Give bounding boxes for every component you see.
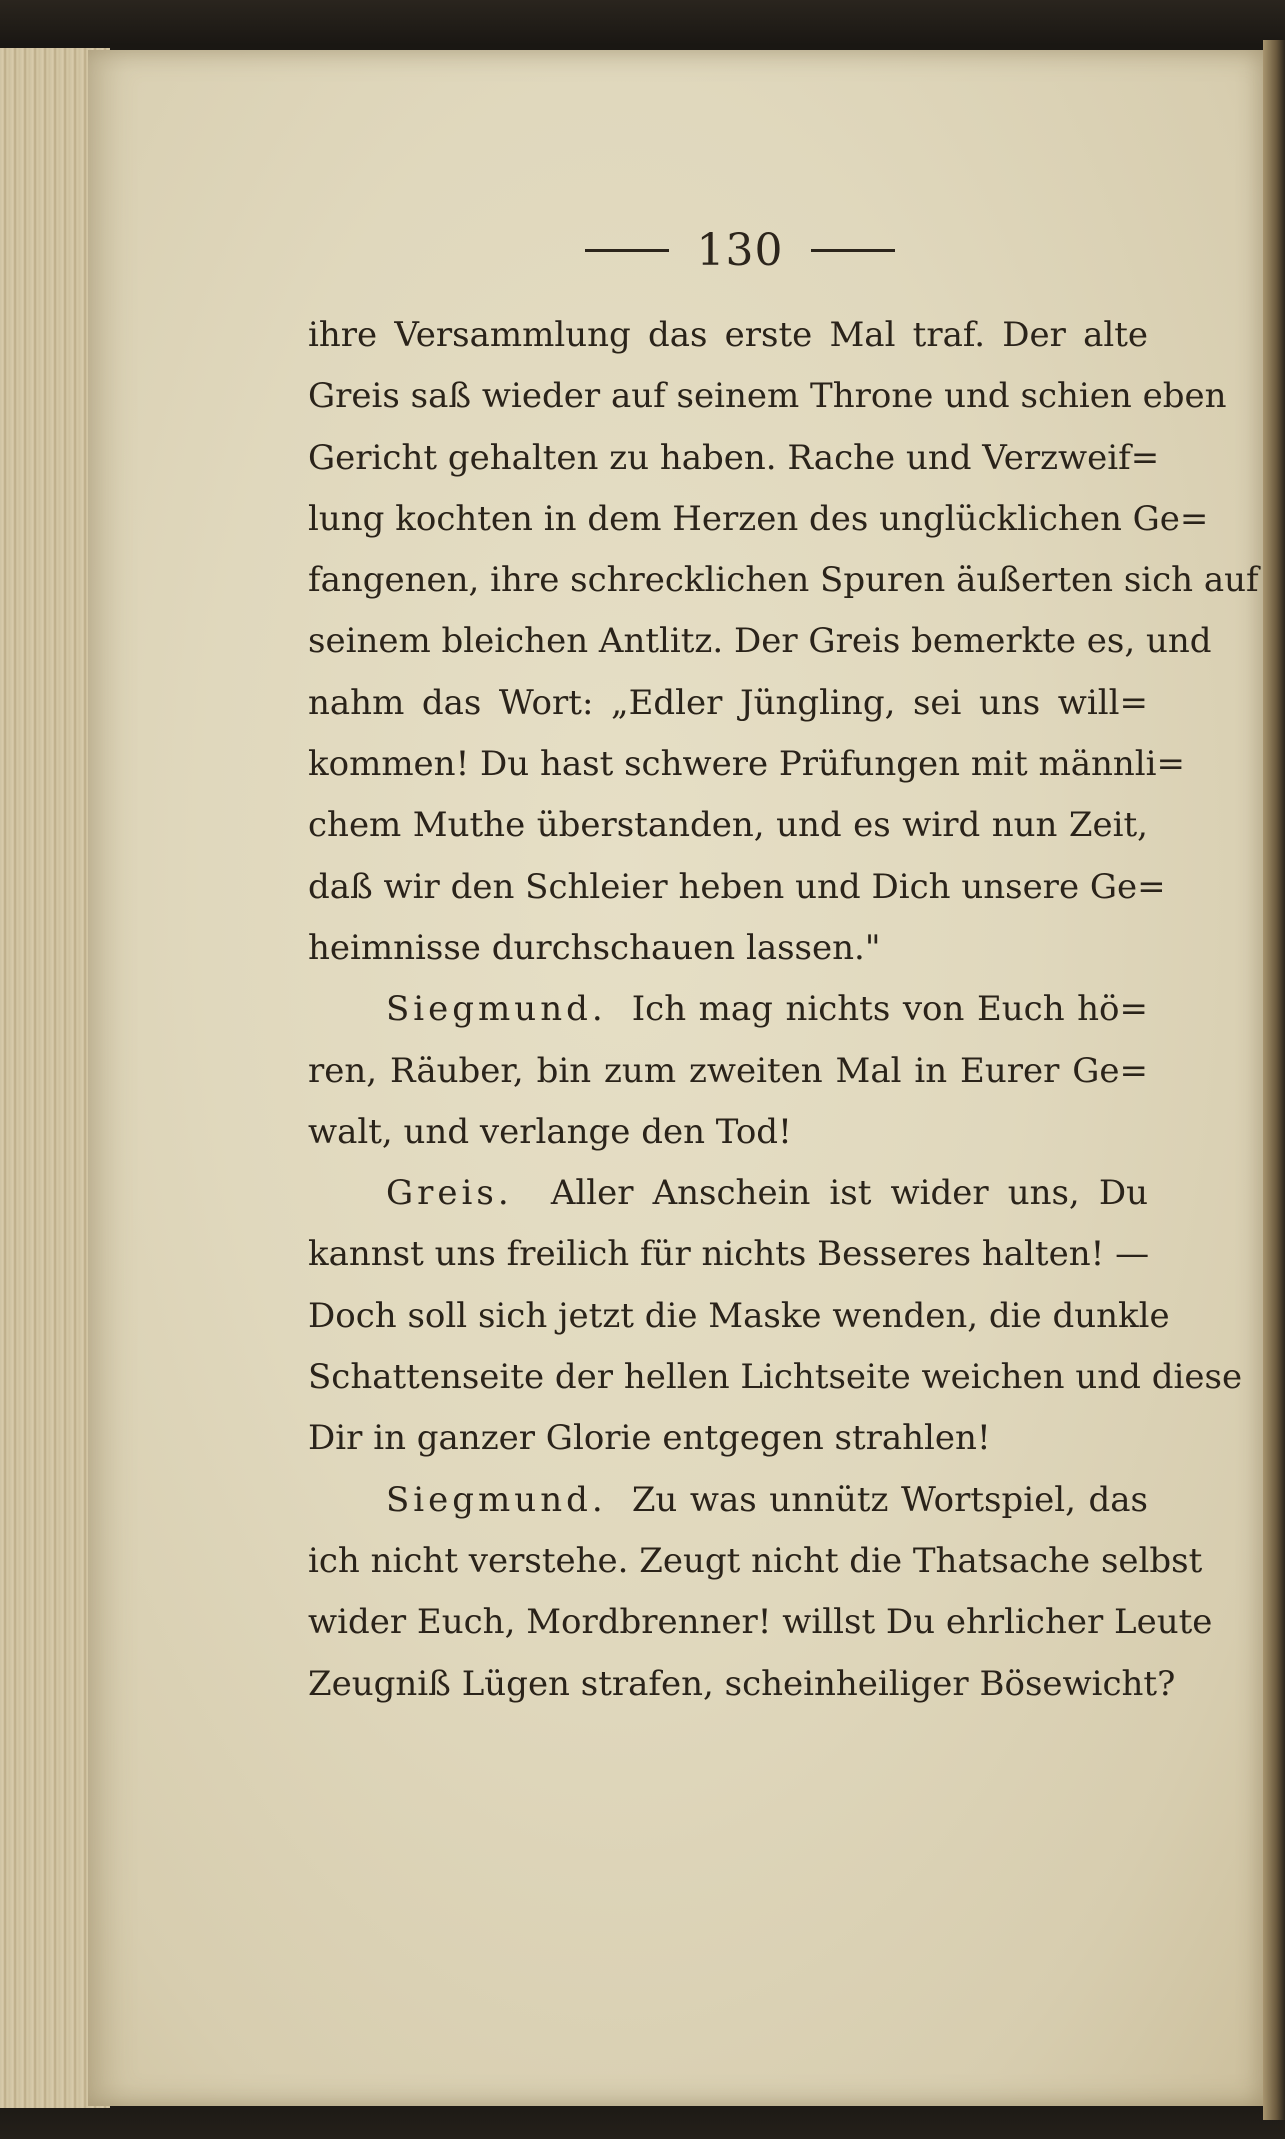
dialogue-line (308, 1470, 1148, 1531)
text-line: Greis saß wieder auf seinem Throne und schien eben (308, 376, 1227, 417)
body-text (308, 305, 1259, 1715)
speaker-name: Siegmund. (386, 989, 607, 1030)
text-line: ren, Räuber, bin zum zweiten Mal in Eurer Ge= (308, 1050, 1148, 1091)
text-line: daß wir den Schleier heben und Dich unsere Ge= (308, 866, 1166, 907)
speaker-name: Greis. (386, 1173, 513, 1214)
text-line: nahm das Wort: „Edler Jüngling, sei uns will= (308, 682, 1148, 723)
page-number: 130 (696, 224, 784, 276)
dialogue-text: Aller Anschein ist wider uns, Du (550, 1173, 1148, 1214)
text-line: Dir in ganzer Glorie entgegen strahlen! (308, 1418, 991, 1459)
text-line: chem Muthe überstanden, und es wird nun Zeit, (308, 805, 1148, 846)
dialogue-line (308, 979, 1148, 1040)
dialogue-text: Zu was unnütz Wortspiel, das (631, 1479, 1148, 1520)
header-dash-right (811, 249, 895, 252)
text-line: wider Euch, Mordbrenner! willst Du ehrlicher Leute (308, 1602, 1213, 1643)
dialogue-text: Ich mag nichts von Euch hö= (631, 989, 1148, 1030)
text-line: ihre Versammlung das erste Mal traf. Der alte (308, 315, 1148, 355)
text-line: fangenen, ihre schrecklichen Spuren äußerten sich auf (308, 560, 1259, 601)
text-line: Doch soll sich jetzt die Maske wenden, die dunkle (308, 1295, 1170, 1336)
text-line: kannst uns freilich für nichts Besseres halten! — (308, 1234, 1150, 1275)
binding-edge (1263, 40, 1285, 2120)
header-dash-left (585, 249, 669, 252)
text-line: Gericht gehalten zu haben. Rache und Verzweif= (308, 437, 1160, 478)
text-line: lung kochten in dem Herzen des unglücklichen Ge= (308, 498, 1209, 539)
text-line: Zeugniß Lügen strafen, scheinheiliger Bösewicht? (308, 1663, 1176, 1704)
text-line: ich nicht verstehe. Zeugt nicht die Thatsache selbst (308, 1540, 1203, 1581)
page-header (560, 222, 920, 278)
text-line: walt, und verlange den Tod! (308, 1111, 792, 1152)
text-line: kommen! Du hast schwere Prüfungen mit männli= (308, 744, 1186, 785)
text-line: heimnisse durchschauen lassen." (308, 927, 881, 968)
text-line: Schattenseite der hellen Lichtseite weichen und diese (308, 1357, 1243, 1398)
text-line: seinem bleichen Antlitz. Der Greis bemerkte es, und (308, 621, 1212, 662)
speaker-name: Siegmund. (386, 1479, 607, 1520)
dialogue-line (308, 1163, 1148, 1224)
